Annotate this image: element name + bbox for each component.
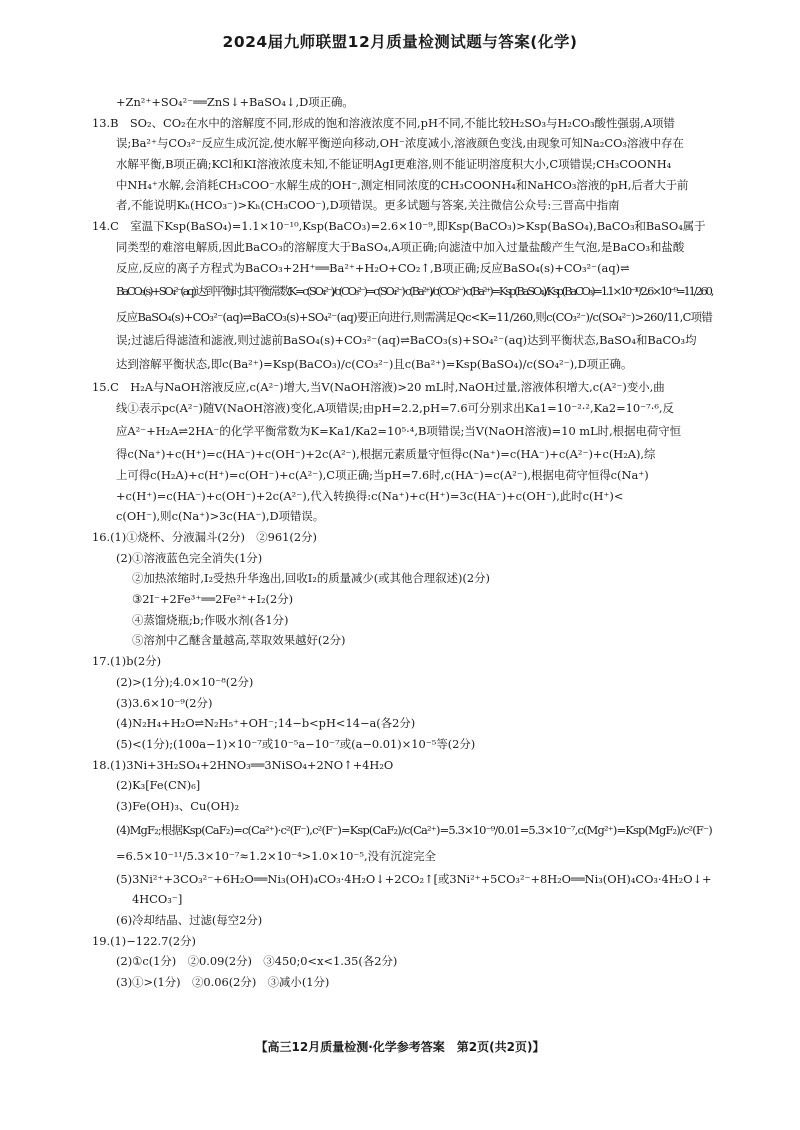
answer-line: (4)MgF₂;根据Ksp(CaF₂)=c(Ca²⁺)·c²(F⁻),c²(F⁻)=Ksp(CaF₂)/c(Ca²⁺)=5.3×10⁻⁹/0.01=5.3×10⁻⁷,c(Mg²⁺)=Ksp(MgF₂)/c²(F⁻) xyxy=(116,822,712,837)
answer-line: 反应BaSO₄(s)+CO₃²⁻(aq)⇌BaCO₃(s)+SO₄²⁻(aq)要正向进行,则需满足Qc<K=11/260,则c(CO₃²⁻)/c(SO₄²⁻)>260/11,C项错 xyxy=(116,310,713,325)
answer-line: 18.(1)3Ni+3H₂SO₄+2HNO₃══3NiSO₄+2NO↑+4H₂O xyxy=(92,757,394,772)
answer-line: 者,不能说明Kₕ(HCO₃⁻)>Kₕ(CH₃COO⁻),D项错误。更多试题与答案,关注微信公众号:三晋高中指南 xyxy=(116,198,620,213)
answer-line: (6)冷却结晶、过滤(每空2分) xyxy=(116,913,263,927)
answer-line: 同类型的难溶电解质,因此BaCO₃的溶解度大于BaSO₄,A项正确;向滤渣中加入过量盐酸产生气泡,是BaCO₃和盐酸 xyxy=(116,239,685,254)
answer-line: =6.5×10⁻¹¹/5.3×10⁻⁷≈1.2×10⁻⁴>1.0×10⁻⁵,没有沉淀完全 xyxy=(116,848,436,863)
answer-line: 误;过滤后得滤渣和滤液,则过滤前BaSO₄(s)+CO₃²⁻(aq)⇌BaCO₃(s)+SO₄²⁻(aq)达到平衡状态,BaSO₄和BaCO₃均 xyxy=(116,333,697,348)
answer-line: ⑤溶剂中乙醚含量越高,萃取效果越好(2分) xyxy=(132,633,346,648)
page-title: 2024届九师联盟12月质量检测试题与答案(化学) xyxy=(222,33,578,51)
answer-line: 中NH₄⁺水解,会消耗CH₃COO⁻水解生成的OH⁻,测定相同浓度的CH₃COONH₄和NaHCO₃溶液的pH,后者大于前 xyxy=(116,177,689,192)
answer-line: 线①表示pc(A²⁻)随V(NaOH溶液)变化,A项错误;由pH=2.2,pH=7.6可分别求出Ka1=10⁻²·²,Ka2=10⁻⁷·⁶,反 xyxy=(116,400,674,415)
answer-line: 14.C 室温下Ksp(BaSO₄)=1.1×10⁻¹⁰,Ksp(BaCO₃)=2.6×10⁻⁹,即Ksp(BaCO₃)>Ksp(BaSO₄),BaCO₃和BaSO₄属于 xyxy=(92,219,706,234)
answer-line: ④蒸馏烧瓶;b;作吸水剂(各1分) xyxy=(132,612,289,627)
answer-line: 应A²⁻+H₂A⇌2HA⁻的化学平衡常数为K=Ka1/Ka2=10⁵·⁴,B项错误;当V(NaOH溶液)=10 mL时,根据电荷守恒 xyxy=(116,424,682,439)
answer-line: 水解平衡,B项正确;KCl和KI溶液浓度未知,不能证明AgI更难溶,则不能证明溶度积大小,C项错误;CH₃COONH₄ xyxy=(116,157,672,172)
answer-line: 15.C H₂A与NaOH溶液反应,c(A²⁻)增大,当V(NaOH溶液)>20 mL时,NaOH过量,溶液体积增大,c(A²⁻)变小,曲 xyxy=(92,379,665,394)
answer-line: (3)Fe(OH)₃、Cu(OH)₂ xyxy=(116,798,240,813)
answer-line: (5)3Ni²⁺+3CO₃²⁻+6H₂O══Ni₃(OH)₄CO₃·4H₂O↓+2CO₂↑[或3Ni²⁺+5CO₃²⁻+8H₂O══Ni₃(OH)₄CO₃·4H₂O↓+ xyxy=(116,871,712,886)
answer-line: 得c(Na⁺)+c(H⁺)=c(HA⁻)+c(OH⁻)+2c(A²⁻),根据元素质量守恒得c(Na⁺)=c(HA⁻)+c(A²⁻)+c(H₂A),综 xyxy=(116,447,656,462)
answer-line: c(OH⁻),则c(Na⁺)>3c(HA⁻),D项错误。 xyxy=(116,509,325,524)
answer-line: (2)①溶液蓝色完全消失(1分) xyxy=(116,550,263,565)
answer-line: 达到溶解平衡状态,即c(Ba²⁺)=Ksp(BaCO₃)/c(CO₃²⁻)且c(Ba²⁺)=Ksp(BaSO₄)/c(SO₄²⁻),D项正确。 xyxy=(116,356,633,371)
answer-line: ②加热浓缩时,I₂受热升华逸出,回收I₂的质量减少(或其他合理叙述)(2分) xyxy=(132,571,490,586)
answer-line: BaCO₃(s)+SO₄²⁻(aq)达到平衡时,其平衡常数K=c(SO₄²⁻)/c(CO₃²⁻)=c(SO₄²⁻)·c(Ba²⁺)/c(CO₃²⁻)·c(Ba²⁺)=Ksp(BaSO₄)/Ksp(BaCO₃)=1.1×10⁻¹⁰/2.6×10⁻⁹=11/260, xyxy=(116,284,713,299)
answer-line: 4HCO₃⁻] xyxy=(132,892,183,907)
answer-line: (2)K₃[Fe(CN)₆] xyxy=(116,778,201,793)
answer-line: 误;Ba²⁺与CO₃²⁻反应生成沉淀,使水解平衡逆向移动,OH⁻浓度减小,溶液颜色变浅,由现象可知Na₂CO₃溶液中存在 xyxy=(116,136,684,151)
answer-line: 16.(1)①烧杯、分液漏斗(2分) ②961(2分) xyxy=(92,530,317,544)
answer-line: 17.(1)b(2分) xyxy=(92,654,162,669)
page-footer: 【高三12月质量检测·化学参考答案 第2页(共2页)】 xyxy=(255,1040,545,1054)
answer-line: 上可得c(H₂A)+c(H⁺)=c(OH⁻)+c(A²⁻),C项正确;当pH=7.6时,c(HA⁻)=c(A²⁻),根据电荷守恒得c(Na⁺) xyxy=(116,467,649,482)
answer-line: (5)<(1分);(100a−1)×10⁻⁷或10⁻⁵a−10⁻⁷或(a−0.01)×10⁻⁵等(2分) xyxy=(116,736,476,751)
answer-line: 13.B SO₂、CO₂在水中的溶解度不同,形成的饱和溶液浓度不同,pH不同,不能比较H₂SO₃与H₂CO₃酸性强弱,A项错 xyxy=(92,115,675,130)
answer-line: 反应,反应的离子方程式为BaCO₃+2H⁺══Ba²⁺+H₂O+CO₂↑,B项正确;反应BaSO₄(s)+CO₃²⁻(aq)⇌ xyxy=(116,260,630,275)
answer-line: (3)①>(1分) ②0.06(2分) ③减小(1分) xyxy=(116,975,330,990)
answer-line: (3)3.6×10⁻⁹(2分) xyxy=(116,695,213,710)
answer-body xyxy=(92,92,712,993)
answer-line: (2)>(1分);4.0×10⁻⁸(2分) xyxy=(116,674,254,689)
answer-line: +c(H⁺)=c(HA⁻)+c(OH⁻)+2c(A²⁻),代入转换得:c(Na⁺)+c(H⁺)=3c(HA⁻)+c(OH⁻),此时c(H⁺)< xyxy=(116,488,624,503)
answer-line: (4)N₂H₄+H₂O⇌N₂H₅⁺+OH⁻;14−b<pH<14−a(各2分) xyxy=(116,716,416,731)
answer-line: ③2I⁻+2Fe³⁺══2Fe²⁺+I₂(2分) xyxy=(132,592,294,607)
answer-line: +Zn²⁺+SO₄²⁻══ZnS↓+BaSO₄↓,D项正确。 xyxy=(116,95,354,109)
answer-line: 19.(1)−122.7(2分) xyxy=(92,933,196,948)
answer-line: (2)①c(1分) ②0.09(2分) ③450;0<x<1.35(各2分) xyxy=(116,954,398,969)
